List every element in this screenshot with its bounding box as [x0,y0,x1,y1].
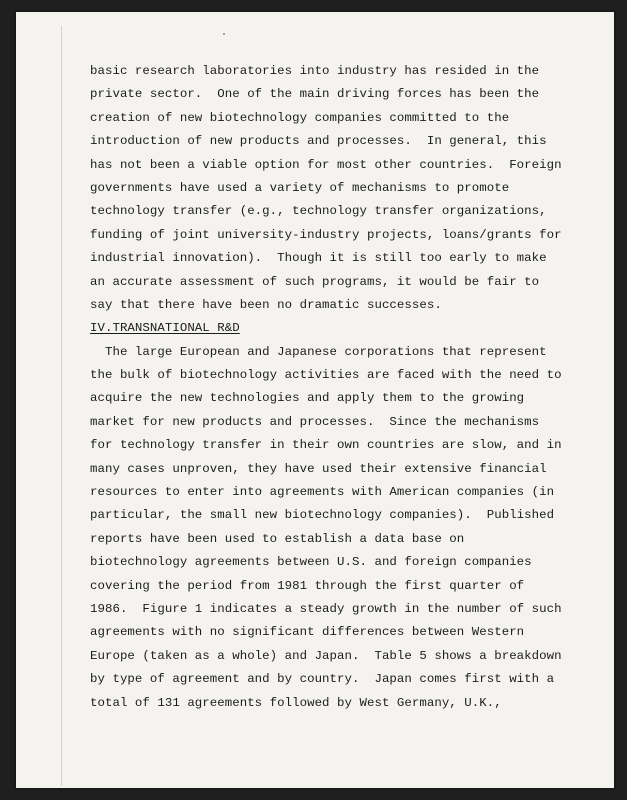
section-heading: IV.TRANSNATIONAL R&D [90,321,240,336]
text-line: many cases unproven, they have used their extensive financial [90,461,547,476]
text-line: creation of new biotechnology companies committed to the [90,110,510,125]
text-line: particular, the small new biotechnology companies). Published [90,508,555,523]
text-line: say that there have been no dramatic successes. [90,297,442,312]
text-line: governments have used a variety of mechanisms to promote [90,180,510,195]
text-line: market for new products and processes. Since the mechanisms [90,414,540,429]
text-line: biotechnology agreements between U.S. and foreign companies [90,555,532,570]
text-line: total of 131 agreements followed by West Germany, U.K., [90,695,502,710]
text-line: for technology transfer in their own countries are slow, and in [90,438,562,453]
text-line: 1986. Figure 1 indicates a steady growth in the number of such [90,601,562,616]
text-line: private sector. One of the main driving forces has been the [90,87,540,102]
text-line: technology transfer (e.g., technology transfer organizations, [90,204,547,219]
text-line: The large European and Japanese corporations that represent [90,344,547,359]
paragraph-1 [90,60,600,317]
text-line: basic research laboratories into industry has resided in the [90,64,540,78]
paragraph-2 [90,341,600,715]
text-line: an accurate assessment of such programs, it would be fair to [90,274,540,289]
text-line: resources to enter into agreements with American companies (in [90,485,555,500]
paper-speck [223,33,225,35]
document-page [16,12,614,788]
text-line: agreements with no significant differences between Western [90,625,525,640]
text-line: funding of joint university-industry projects, loans/grants for [90,227,562,242]
text-line: industrial innovation). Though it is still too early to make [90,251,547,266]
text-line: acquire the new technologies and apply them to the growing [90,391,525,406]
text-line: Europe (taken as a whole) and Japan. Table 5 shows a breakdown [90,648,562,663]
text-line: has not been a viable option for most other countries. Foreign [90,157,562,172]
text-line: covering the period from 1981 through the first quarter of [90,578,525,593]
text-line: introduction of new products and processes. In general, this [90,134,547,149]
text-line: the bulk of biotechnology activities are faced with the need to [90,368,562,383]
text-line: reports have been used to establish a data base on [90,531,465,546]
text-line: by type of agreement and by country. Japan comes first with a [90,672,555,687]
body-text [90,60,600,715]
binding-margin-line [61,26,62,786]
